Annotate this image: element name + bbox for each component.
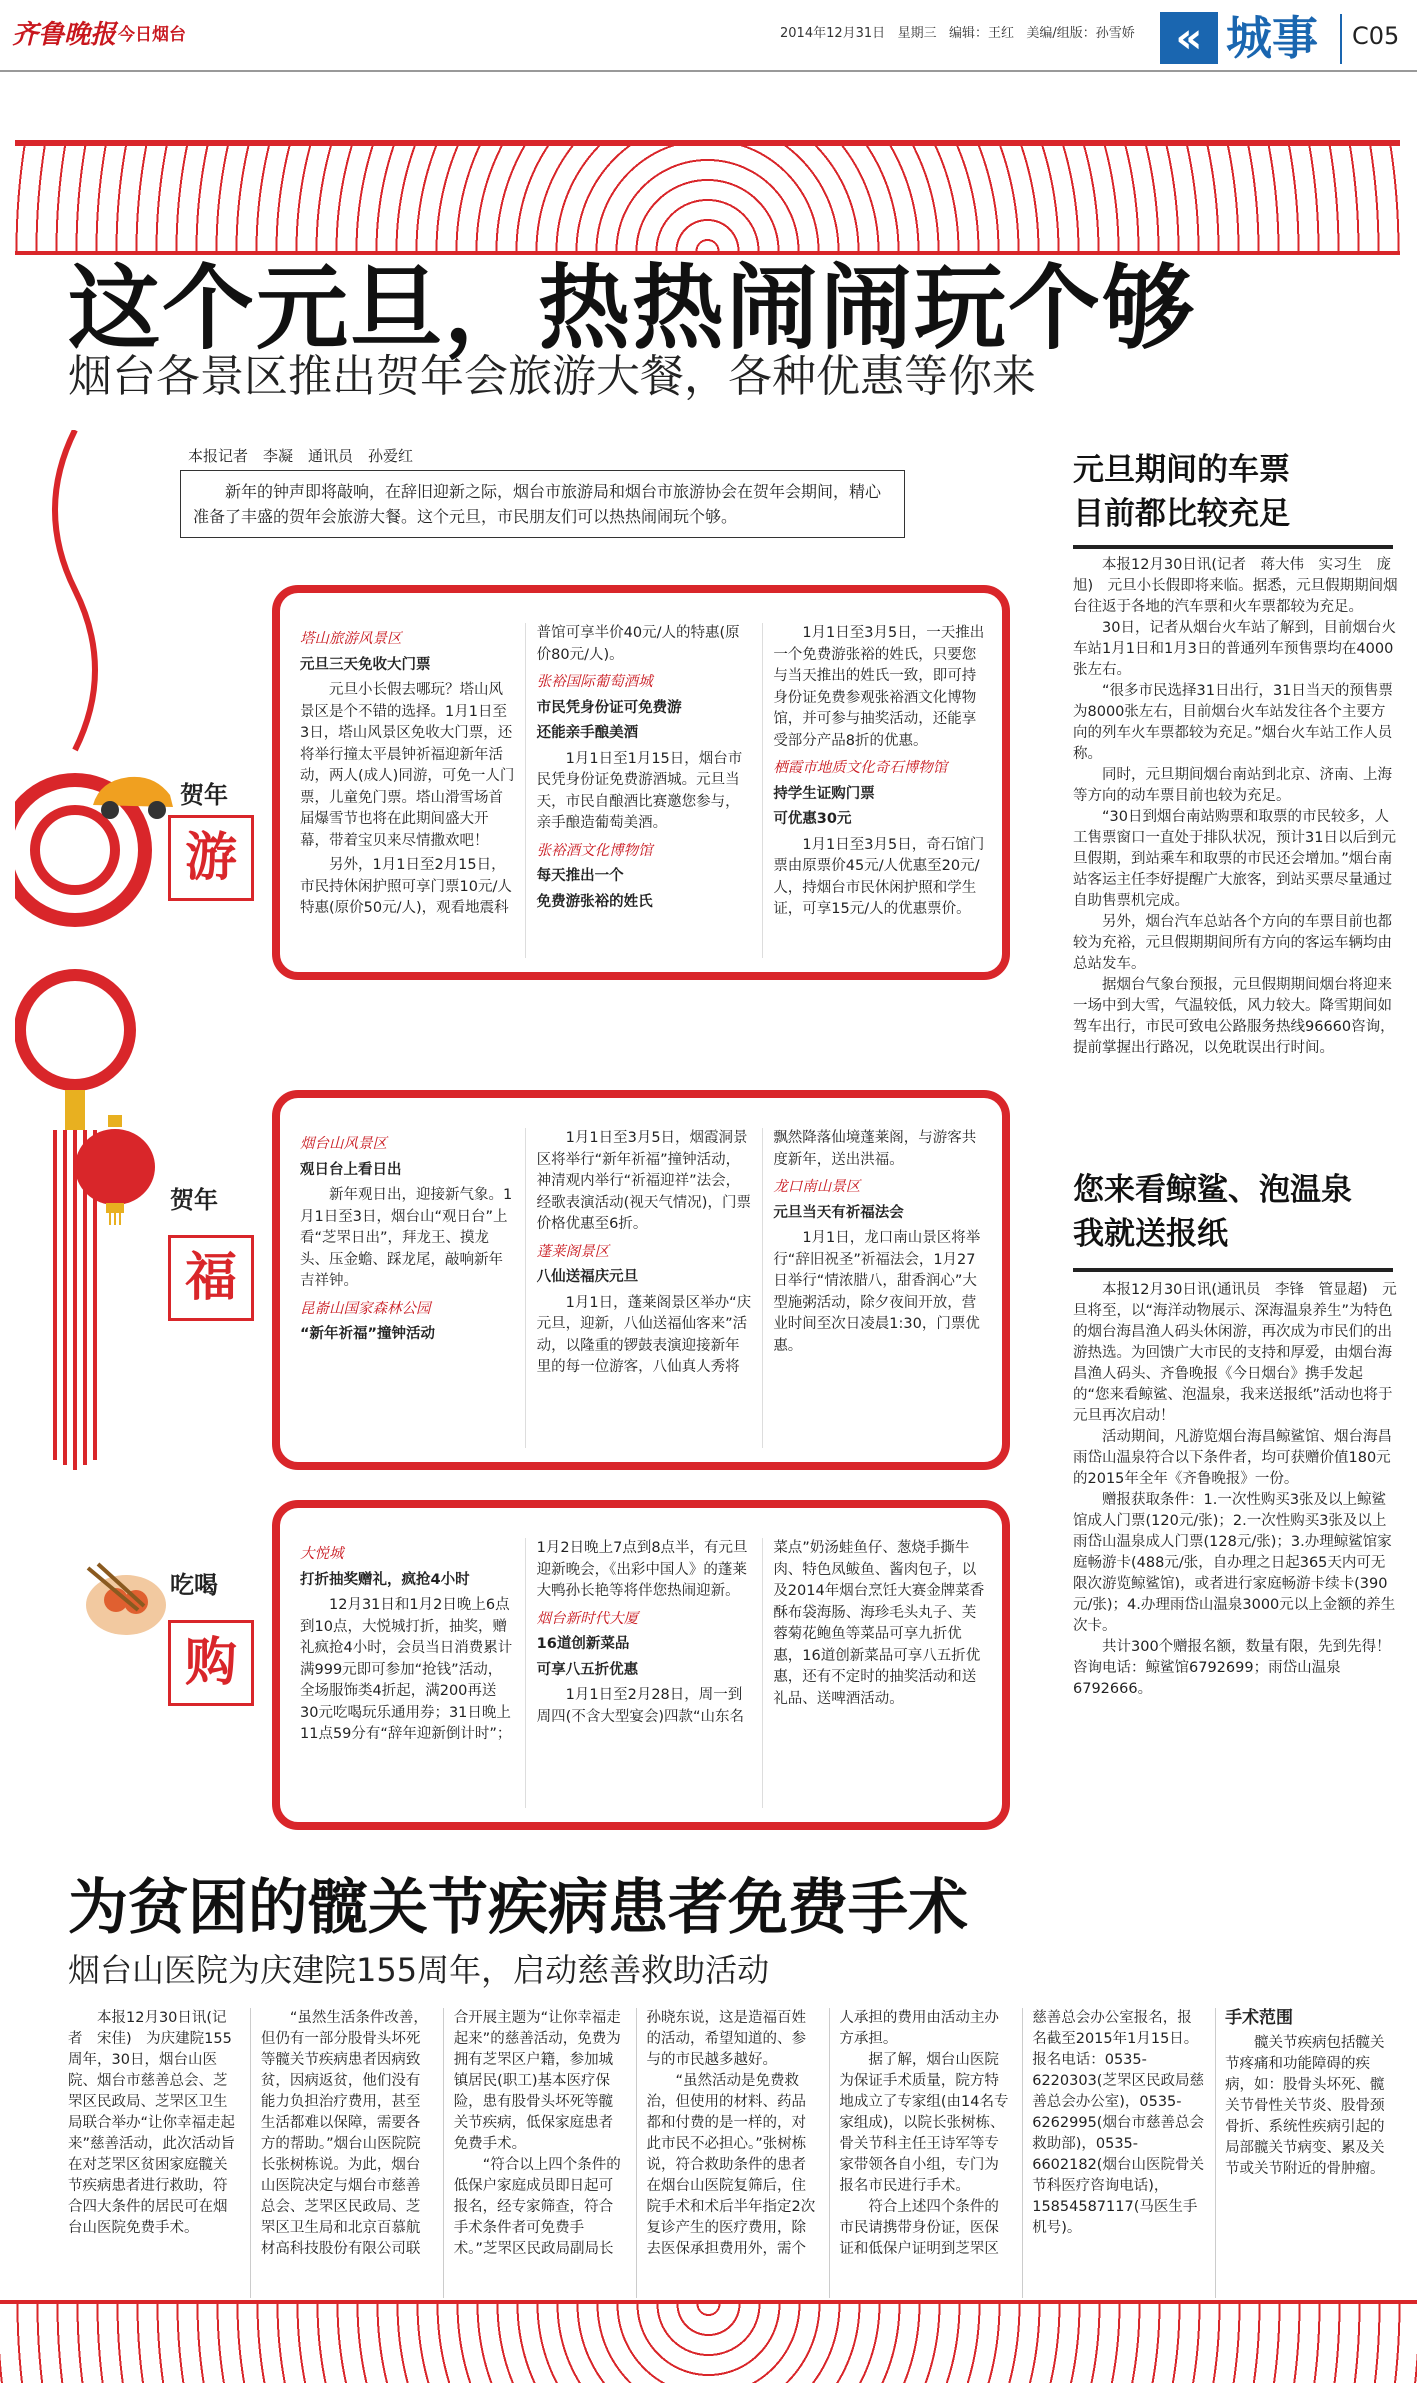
side1-paragraph: 30日，记者从烟台火车站了解到，目前烟台火车站1月1日和1月3日的普通列车预售票均在4000张左右。 bbox=[1073, 620, 1396, 678]
article2-paragraph: “虽然生活条件改善，但仍有一部分股骨头坏死等髋关节疾病患者因病致贫，因病返贫，他们没有能力负担治疗费用，甚至生活都难以保障，需要各方的帮助。”烟台山医院院长张树栋说。为此，烟台山医院决定与烟台市慈善总会、芝罘区民政局、芝罘区卫生局和北京百慕航材高科技股份有限公司联合开展主题为“让你幸福走起来”的慈善活动，免费为拥有芝罘区户籍，参加城镇居民(职工)基本医疗保险，患有股骨头坏死等髋关节疾病，低保家庭患者免费手术。 bbox=[260, 2010, 621, 2257]
article2-paragraph: “虽然活动是免费救治，但使用的材料、药品都和付费的是一样的，对此市民不必担心。”张树栋说，符合救助条件的患者在烟台山医院复筛后，住院手术和术后半年指定2次复诊产生的医疗费用，除去医保承担费用外，需个人承担的费用由活动主办方承担。 bbox=[646, 2010, 999, 2257]
article2-paragraph: 符合上述四个条件的市民请携带身份证，医保证和低保户证明到芝罘区慈善总会办公室报名，报名截至2015年1月15日。报名电话：0535-6220303(芝罘区民政局慈善总会办公室)，0535-6262995(烟台市慈善总会救助部)，0535-6602182(烟台山医院骨关节科医疗咨询电话)，15854587117(马医生手机号)。 bbox=[839, 2010, 1204, 2257]
lantern-icon bbox=[70, 1115, 160, 1225]
section-subheading: 还能亲手酿美酒 bbox=[536, 725, 639, 741]
side2-title-line2: 我就送报纸 bbox=[1073, 1216, 1228, 1252]
double-chevron-icon: « bbox=[1160, 12, 1218, 64]
side1-title-line2: 目前都比较充足 bbox=[1073, 496, 1290, 532]
section-name: 今日烟台 bbox=[118, 25, 186, 45]
section-subheading: 16道创新菜品 bbox=[536, 1636, 630, 1652]
label-you-word: 贺年 bbox=[180, 781, 228, 809]
section-paragraph: 1月1日至3月5日，烟霞洞景区将举行“新年祈福”撞钟活动，神清观内举行“祈福迎祥”法会，经歌表演活动(视天气情况)，门票价格优惠至6折。 bbox=[536, 1130, 751, 1232]
section-paragraph: 12月31日和1月2日晚上6点到10点，大悦城打折，抽奖，赠礼疯抢4小时，会员当日消费累计满999元即可参加“抢钱”活动，全场服饰类4折起，满200再送30元吃喝玩乐通用券；31日晚上11点59分有“辞年迎新倒计时”；1月2日晚上7点到8点半，有元旦迎新晚会，《出彩中国人》的蓬莱大鸭孙长艳等将伴您热闹迎新。 bbox=[300, 1540, 748, 1742]
header-divider bbox=[1340, 14, 1342, 64]
section-subheading: 免费游张裕的姓氏 bbox=[536, 893, 653, 910]
section-heading: 栖霞市地质文化奇石博物馆 bbox=[773, 760, 948, 776]
label-fu-char: 福 bbox=[168, 1235, 254, 1321]
section-subheading: 八仙送福庆元旦 bbox=[536, 1269, 639, 1285]
section-paragraph: 1月1日至1月15日，烟台市民凭身份证免费游酒城。元旦当天，市民自酿酒比赛邀您参与，亲手酿造葡萄美酒。 bbox=[536, 750, 743, 831]
label-fu-word: 贺年 bbox=[170, 1186, 218, 1214]
section-subheading: 打折抽奖赠礼，疯抢4小时 bbox=[300, 1571, 470, 1588]
article2-paragraph: 据了解，烟台山医院为保证手术质量，院方特地成立了专家组(由14名专家组成)，以院长张树栋、骨关节科主任王诗军等专家带领各自小组，专门为报名市民进行手术。 bbox=[839, 2052, 1009, 2194]
section-title: 城事 bbox=[1226, 11, 1318, 65]
side1-title-line1: 元旦期间的车票 bbox=[1073, 452, 1290, 488]
page-number: C05 bbox=[1352, 22, 1400, 50]
block-blessing bbox=[272, 1090, 1010, 1470]
side2-body bbox=[1073, 1280, 1398, 1825]
section-subheading: 可优惠30元 bbox=[773, 811, 852, 827]
article2-title: 为贫困的髋关节疾病患者免费手术 bbox=[68, 1873, 968, 1943]
section-subheading: 可享八五折优惠 bbox=[536, 1661, 639, 1678]
side1-body bbox=[1073, 555, 1398, 1135]
side2-title-line1: 您来看鲸鲨、泡温泉 bbox=[1073, 1172, 1352, 1208]
section-paragraph: 1月1日，蓬莱阁景区举办“庆元旦，迎新，八仙送福仙客来”活动，以隆重的锣鼓表演迎接新年里的每一位游客，八仙真人秀将飘然降落仙境蓬莱阁，与游客共度新年，送出洪福。 bbox=[536, 1130, 977, 1375]
section-subheading: 观日台上看日出 bbox=[300, 1161, 402, 1178]
section-heading: 烟台新时代大厦 bbox=[536, 1610, 639, 1627]
section-heading: 塔山旅游风景区 bbox=[300, 631, 402, 647]
article2-paragraph: 髋关节疾病包括髋关节疼痛和功能障碍的疾病，如：股骨头坏死、髋关节骨性关节炎、股骨颈骨折、系统性疾病引起的局部髋关节病变、累及关节或关节附近的骨肿瘤。 bbox=[1225, 2035, 1385, 2177]
food-bowl-icon bbox=[78, 1560, 173, 1640]
block-shopping bbox=[272, 1500, 1010, 1830]
chinese-knot-icon bbox=[15, 430, 185, 1470]
masthead-logo: 齐鲁晚报 bbox=[12, 20, 117, 50]
side1-paragraph: 本报12月30日讯(记者 蒋大伟 实习生 庞旭) 元旦小长假即将来临。据悉，元旦假期期间烟台往返于各地的汽车票和火车票都较为充足。 bbox=[1073, 557, 1398, 615]
article2-paragraph: “符合以上四个条件的低保户家庭成员即日起可报名，经专家筛查，符合手术条件者可免费手术。”芝罘区民政局副局长孙晓东说，这是造福百姓的活动，希望知道的、参与的市民越多越好。 bbox=[453, 2010, 807, 2257]
label-gou-word: 吃喝 bbox=[170, 1571, 218, 1599]
section-heading: 张裕国际葡萄酒城 bbox=[536, 674, 653, 690]
side1-paragraph: 同时，元旦期间烟台南站到北京、济南、上海等方向的动车票目前也较为充足。 bbox=[1073, 767, 1392, 804]
section-paragraph: 1月1日至2月28日，周一到周四(不含大型宴会)四款“山东名菜点”奶汤蛙鱼仔、葱烧手撕牛肉、特色凤鲅鱼、酱肉包子，以及2014年烟台烹饪大赛金牌菜香酥布袋海肠、海珍毛头丸子、芙蓉菊花鲍鱼等菜品可享九折优惠，16道创新菜品可享八五折优惠，还有不定时的抽奖活动和送礼品、送啤酒活动。 bbox=[536, 1540, 985, 1725]
section-subheading: 市民凭身份证可免费游 bbox=[536, 699, 682, 716]
section-paragraph: 1月1日，龙口南山景区将举行“辞旧祝圣”祈福法会，1月27日举行“情浓腊八，甜香润心”大型施粥活动，除夕夜间开放，营业时间至次日凌晨1:30，门票优惠。 bbox=[773, 1230, 981, 1354]
section-heading: 龙口南山景区 bbox=[773, 1179, 861, 1195]
section-subheading: 每天推出一个 bbox=[536, 868, 624, 884]
section-heading: 昆嵛山国家森林公园 bbox=[300, 1300, 431, 1317]
side1-paragraph: “很多市民选择31日出行，31日当天的预售票为8000张左右，目前烟台火车站发往各个主要方向的列车火车票都较为充足。”烟台火车站工作人员称。 bbox=[1073, 683, 1393, 762]
cloud-pattern-footer bbox=[0, 2300, 1417, 2383]
section-subheading: 持学生证购门票 bbox=[773, 785, 875, 802]
section-heading: 张裕酒文化博物馆 bbox=[536, 842, 653, 859]
side1-paragraph: 另外，烟台汽车总站各个方向的车票目前也都较为充裕，元旦假期期间所有方向的客运车辆均由总站发车。 bbox=[1073, 914, 1392, 972]
side2-paragraph: 共计300个赠报名额，数量有限，先到先得！咨询电话：鲸鲨馆6792699；雨岱山温泉6792666。 bbox=[1073, 1639, 1391, 1697]
section-paragraph: 另外，1月1日至2月15日，市民持休闲护照可享门票10元/人特惠(原价50元/人)，观看地震科普馆可享半价40元/人的特惠(原价80元/人)。 bbox=[300, 625, 740, 916]
article2-subhead: 手术范围 bbox=[1225, 2008, 1294, 2028]
label-gou-char: 购 bbox=[168, 1620, 254, 1706]
section-subheading: 元旦当天有祈福法会 bbox=[773, 1204, 904, 1221]
car-icon bbox=[85, 765, 180, 825]
byline: 本报记者 李凝 通讯员 孙爱红 bbox=[188, 447, 414, 465]
section-heading: 蓬莱阁景区 bbox=[536, 1243, 610, 1260]
article2-body bbox=[68, 2008, 1398, 2298]
block-travel bbox=[272, 585, 1010, 980]
label-you-char: 游 bbox=[168, 815, 254, 901]
section-subheading: 元旦三天免收大门票 bbox=[300, 656, 431, 673]
side2-rule bbox=[1073, 1268, 1393, 1272]
issue-meta: 2014年12月31日 星期三 编辑：王红 美编/组版：孙雪娇 bbox=[780, 26, 1135, 41]
section-paragraph: 1月1日至3月5日，奇石馆门票由原票价45元/人优惠至20元/人，持烟台市民休闲护照和学生证，可享15元/人的优惠票价。 bbox=[773, 836, 985, 917]
section-paragraph: 元旦小长假去哪玩？塔山风景区是个不错的选择。1月1日至3日，塔山风景区免收大门票，还将举行撞太平晨钟祈福迎新年活动，两人(成人)同游，可免一人门票，儿童免门票。塔山滑雪场首届爆雪节也将在此期间盛大开幕，带着宝贝来尽情撒欢吧！ bbox=[300, 682, 515, 849]
section-heading: 大悦城 bbox=[300, 1546, 344, 1562]
page-subtitle: 烟台各景区推出贺年会旅游大餐，各种优惠等你来 bbox=[68, 351, 1036, 402]
side1-paragraph: 据烟台气象台预报，元旦假期期间烟台将迎来一场中到大雪，气温较低，风力较大。降雪期间如驾车出行，市民可致电公路服务热线96660咨询，提前掌握出行路况，以免耽误出行时间。 bbox=[1073, 977, 1395, 1056]
article2-subtitle: 烟台山医院为庆建院155周年，启动慈善救助活动 bbox=[68, 1951, 770, 1989]
section-subheading: “新年祈福”撞钟活动 bbox=[300, 1326, 436, 1342]
side2-paragraph: 活动期间，凡游览烟台海昌鲸鲨馆、烟台海昌雨岱山温泉符合以下条件者，均可获赠价值180元的2015年全年《齐鲁晚报》一份。 bbox=[1073, 1429, 1392, 1487]
side2-paragraph: 赠报获取条件：1.一次性购买3张及以上鲸鲨馆成人门票(120元/张)；2.一次性购买3张及以上雨岱山温泉成人门票(128元/张)；3.办理鲸鲨馆家庭畅游卡(488元/张，自办理之日起365天内可无限次游览鲸鲨馆)，或者进行家庭畅游卡续卡(390元/张)；4.办理雨岱山温泉3000元以上金额的养生次卡。 bbox=[1073, 1492, 1396, 1634]
section-heading: 烟台山风景区 bbox=[300, 1136, 387, 1152]
side1-rule bbox=[1073, 545, 1393, 549]
header-rule bbox=[0, 70, 1417, 72]
intro-box: 新年的钟声即将敲响，在辞旧迎新之际，烟台市旅游局和烟台市旅游协会在贺年会期间，精心准备了丰盛的贺年会旅游大餐。这个元旦，市民朋友们可以热热闹闹玩个够。 bbox=[180, 470, 905, 538]
section-paragraph: 1月1日至3月5日，一天推出一个免费游张裕的姓氏，只要您与当天推出的姓氏一致，即可持身份证免费参观张裕酒文化博物馆，并可参与抽奖活动，还能享受部分产品8折的优惠。 bbox=[773, 625, 985, 749]
side2-paragraph: 本报12月30日讯(通讯员 李锋 管显超) 元旦将至，以“海洋动物展示、深海温泉养生”为特色的烟台海昌渔人码头休闲游，再次成为市民们的出游热选。为回馈广大市民的支持和厚爱，由烟台海昌渔人码头、齐鲁晚报《今日烟台》携手发起的“您来看鲸鲨、泡温泉，我来送报纸”活动也将于元旦再次启动！ bbox=[1073, 1282, 1397, 1424]
article2-paragraph: 本报12月30日讯(记者 宋佳) 为庆建院155周年，30日，烟台山医院、烟台市慈善总会、芝罘区民政局、芝罘区卫生局联合举办“让你幸福走起来”慈善活动，此次活动旨在对芝罘区贫困家庭髋关节疾病患者进行救助，符合四大条件的居民可在烟台山医院免费手术。 bbox=[68, 2010, 236, 2236]
page-title: 这个元旦，热热闹闹玩个够 bbox=[68, 255, 1197, 362]
side1-paragraph: “30日到烟台南站购票和取票的市民较多，人工售票窗口一直处于排队状况，预计31日以后到元旦假期，到站乘车和取票的市民还会增加。”烟台南站客运主任李妤提醒广大旅客，到站买票尽量通过自助售票机完成。 bbox=[1073, 809, 1396, 909]
section-paragraph: 新年观日出，迎接新气象。1月1日至3日，烟台山“观日台”上看“芝罘日出”，拜龙王、摸龙头、压金蟾、踩龙尾，敲响新年吉祥钟。 bbox=[300, 1187, 513, 1289]
